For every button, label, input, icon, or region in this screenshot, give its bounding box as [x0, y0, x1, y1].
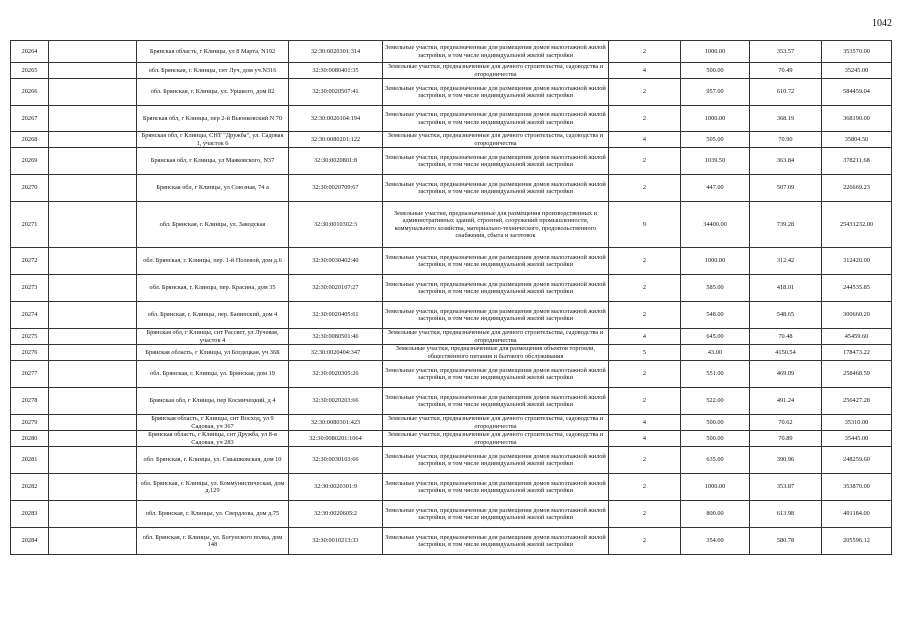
cadastral-number-cell: 32:30:0020104:194: [289, 106, 383, 132]
cadastral-number-cell: 32:30:0020301:9: [289, 474, 383, 501]
table-row: [11, 329, 892, 345]
table-row: [11, 202, 892, 248]
use-group-cell: 4: [609, 415, 681, 431]
cadastral-value-cell: 35245.00: [822, 63, 892, 79]
area-cell: 500.00: [681, 63, 750, 79]
row-number-cell: 20270: [11, 175, 49, 202]
cadastral-number-cell: 32:30:0080501:46: [289, 329, 383, 345]
cadastral-number-cell: 32:30:0020107:27: [289, 275, 383, 302]
cadastral-number-cell: 32:30:0020203:66: [289, 388, 383, 415]
area-cell: 645.00: [681, 329, 750, 345]
specific-value-cell: 580.78: [750, 528, 822, 555]
table-row: [11, 302, 892, 329]
permitted-use-cell: Земельные участки, предназначенные для размещения домов малоэтажной жилой застройки, в том числе индивидуальной жилой застройки: [383, 248, 609, 275]
use-group-cell: 2: [609, 106, 681, 132]
empty-cell: [49, 431, 137, 447]
address-cell: обл. Брянская, г. Клинцы, пер. 1-й Полевой, дом д.6: [137, 248, 289, 275]
row-number-cell: 20280: [11, 431, 49, 447]
cadastral-value-cell: 312420.00: [822, 248, 892, 275]
cadastral-value-cell: 258468.59: [822, 361, 892, 388]
address-cell: обл. Брянская, г. Клинцы, ул. Брянская, дом 19: [137, 361, 289, 388]
address-cell: Брянская область, г Клинцы, ул 8 Марта, N192: [137, 41, 289, 63]
area-cell: 957.00: [681, 79, 750, 106]
area-cell: 1039.50: [681, 148, 750, 175]
area-cell: 551.00: [681, 361, 750, 388]
empty-cell: [49, 275, 137, 302]
permitted-use-cell: Земельные участки, предназначенные для дачного строительства, садоводства и огородничества: [383, 132, 609, 148]
area-cell: 522.00: [681, 388, 750, 415]
cadastral-value-cell: 45459.60: [822, 329, 892, 345]
permitted-use-cell: Земельные участки, предназначенные для размещения домов малоэтажной жилой застройки, в том числе индивидуальной жилой застройки: [383, 302, 609, 329]
table-row: [11, 79, 892, 106]
permitted-use-cell: Земельные участки, предназначенные для дачного строительства, садоводства и огородничества: [383, 63, 609, 79]
table-row: [11, 431, 892, 447]
permitted-use-cell: Земельные участки, предназначенные для размещения домов малоэтажной жилой застройки, в том числе индивидуальной жилой застройки: [383, 501, 609, 528]
table-row: [11, 415, 892, 431]
area-cell: 800.00: [681, 501, 750, 528]
use-group-cell: 2: [609, 41, 681, 63]
cadastral-number-cell: 32:30:0020305:26: [289, 361, 383, 388]
specific-value-cell: 491.24: [750, 388, 822, 415]
address-cell: обл. Брянская, г. Клинцы, ул. Богунского полка, дом 148: [137, 528, 289, 555]
cadastral-value-cell: 378211.68: [822, 148, 892, 175]
area-cell: 447.00: [681, 175, 750, 202]
cadastral-number-cell: 32:30:0030402:40: [289, 248, 383, 275]
specific-value-cell: 70.48: [750, 329, 822, 345]
cadastral-value-cell: 205596.12: [822, 528, 892, 555]
specific-value-cell: 363.84: [750, 148, 822, 175]
empty-cell: [49, 345, 137, 361]
address-cell: обл. Брянская, г. Клинцы, ул. Коммунистическая, дом д.129: [137, 474, 289, 501]
empty-cell: [49, 175, 137, 202]
cadastral-number-cell: 32:30:0020507:41: [289, 79, 383, 106]
address-cell: Брянская обл, г Клинцы, ул Союзная, 74 а: [137, 175, 289, 202]
cadastral-value-cell: 368190.00: [822, 106, 892, 132]
empty-cell: [49, 302, 137, 329]
use-group-cell: 9: [609, 202, 681, 248]
cadastral-value-cell: 244535.85: [822, 275, 892, 302]
row-number-cell: 20272: [11, 248, 49, 275]
permitted-use-cell: Земельные участки, предназначенные для размещения домов малоэтажной жилой застройки, в том числе индивидуальной жилой застройки: [383, 79, 609, 106]
area-cell: 635.00: [681, 447, 750, 474]
permitted-use-cell: Земельные участки, предназначенные для размещения домов малоэтажной жилой застройки, в том числе индивидуальной жилой застройки: [383, 361, 609, 388]
area-cell: 585.00: [681, 275, 750, 302]
permitted-use-cell: Земельные участки, предназначенные для размещения домов малоэтажной жилой застройки, в том числе индивидуальной жилой застройки: [383, 447, 609, 474]
cadastral-value-cell: 35445.00: [822, 431, 892, 447]
row-number-cell: 20267: [11, 106, 49, 132]
empty-cell: [49, 474, 137, 501]
specific-value-cell: 312.42: [750, 248, 822, 275]
table-row: [11, 361, 892, 388]
address-cell: обл. Брянская, г. Клинцы, ул. Уршкого, дом 82: [137, 79, 289, 106]
address-cell: обл. Брянская, г. Клинцы, ул. Заводская: [137, 202, 289, 248]
cadastral-value-cell: 178473.22: [822, 345, 892, 361]
row-number-cell: 20266: [11, 79, 49, 106]
cadastral-number-cell: 32:30:0020301:314: [289, 41, 383, 63]
empty-cell: [49, 132, 137, 148]
specific-value-cell: 610.72: [750, 79, 822, 106]
address-cell: Брянская область, г Клинцы, снт Восход, ул 9 Садовая, уч 367: [137, 415, 289, 431]
cadastral-value-cell: 35804.50: [822, 132, 892, 148]
empty-cell: [49, 79, 137, 106]
empty-cell: [49, 388, 137, 415]
use-group-cell: 4: [609, 431, 681, 447]
table-row: [11, 175, 892, 202]
row-number-cell: 20269: [11, 148, 49, 175]
empty-cell: [49, 148, 137, 175]
cadastral-number-cell: 32:30:0020404:347: [289, 345, 383, 361]
row-number-cell: 20271: [11, 202, 49, 248]
table-row: [11, 148, 892, 175]
use-group-cell: 2: [609, 528, 681, 555]
specific-value-cell: 70.89: [750, 431, 822, 447]
cadastral-value-cell: 300660.20: [822, 302, 892, 329]
permitted-use-cell: Земельные участки, предназначенные для размещения домов малоэтажной жилой застройки, в том числе индивидуальной жилой застройки: [383, 148, 609, 175]
empty-cell: [49, 202, 137, 248]
address-cell: Брянская область, г Клинцы, ул Богдецкая, уч 36Б: [137, 345, 289, 361]
cadastral-number-cell: 32:30:0080201:1064: [289, 431, 383, 447]
permitted-use-cell: Земельные участки, предназначенные для размещения домов малоэтажной жилой застройки, в том числе индивидуальной жилой застройки: [383, 41, 609, 63]
row-number-cell: 20268: [11, 132, 49, 148]
cadastral-value-cell: 248259.60: [822, 447, 892, 474]
cadastral-number-cell: 32:30:0080401:35: [289, 63, 383, 79]
table-row: [11, 132, 892, 148]
cadastral-value-cell: 584459.04: [822, 79, 892, 106]
permitted-use-cell: Земельные участки, предназначенные для дачного строительства, садоводства и огородничества: [383, 431, 609, 447]
table-row: [11, 63, 892, 79]
table-row: [11, 528, 892, 555]
empty-cell: [49, 501, 137, 528]
empty-cell: [49, 528, 137, 555]
specific-value-cell: 613.98: [750, 501, 822, 528]
cadastral-number-cell: 32:30:0010213:33: [289, 528, 383, 555]
table-row: [11, 106, 892, 132]
cadastral-number-cell: 32:30:0020605:2: [289, 501, 383, 528]
cadastral-value-cell: 353570.00: [822, 41, 892, 63]
specific-value-cell: 353.57: [750, 41, 822, 63]
cadastral-number-cell: 32:30:0080301:423: [289, 415, 383, 431]
permitted-use-cell: Земельные участки, предназначенные для дачного строительства, садоводства и огородничества: [383, 329, 609, 345]
empty-cell: [49, 415, 137, 431]
cadastral-number-cell: 32:30:0080201:122: [289, 132, 383, 148]
specific-value-cell: 70.90: [750, 132, 822, 148]
cadastral-value-cell: 491184.00: [822, 501, 892, 528]
area-cell: 1000.00: [681, 106, 750, 132]
permitted-use-cell: Земельные участки, предназначенные для дачного строительства, садоводства и огородничества: [383, 415, 609, 431]
row-number-cell: 20281: [11, 447, 49, 474]
area-cell: 548.00: [681, 302, 750, 329]
row-number-cell: 20284: [11, 528, 49, 555]
cadastral-value-cell: 256427.28: [822, 388, 892, 415]
cadastral-number-cell: 32:30:0020405:61: [289, 302, 383, 329]
area-cell: 43.00: [681, 345, 750, 361]
specific-value-cell: 739.28: [750, 202, 822, 248]
cadastral-value-cell: 25431232.00: [822, 202, 892, 248]
permitted-use-cell: Земельные участки, предназначенные для размещения домов малоэтажной жилой застройки, в том числе индивидуальной жилой застройки: [383, 275, 609, 302]
cadastral-number-cell: 32:30:0030103:66: [289, 447, 383, 474]
use-group-cell: 4: [609, 329, 681, 345]
cadastral-value-cell: 353870.00: [822, 474, 892, 501]
use-group-cell: 2: [609, 275, 681, 302]
address-cell: обл. Брянская, г. Клинцы, ул. Смышковская, дом 10: [137, 447, 289, 474]
cadastral-value-cell: 226669.23: [822, 175, 892, 202]
address-cell: обл. Брянская, г. Клинцы, пер. Красина, дом 35: [137, 275, 289, 302]
use-group-cell: 2: [609, 361, 681, 388]
specific-value-cell: 353.87: [750, 474, 822, 501]
use-group-cell: 2: [609, 302, 681, 329]
permitted-use-cell: Земельные участки, предназначенные для размещения производственных и административных зданий, строений, сооружений промышленности, коммунального хозяйства, материально-технического, продовольственного снабжения, сбыта и заготовок: [383, 202, 609, 248]
area-cell: 34400.00: [681, 202, 750, 248]
use-group-cell: 2: [609, 175, 681, 202]
table-row: [11, 447, 892, 474]
use-group-cell: 2: [609, 248, 681, 275]
area-cell: 354.00: [681, 528, 750, 555]
area-cell: 1000.00: [681, 248, 750, 275]
table-row: [11, 275, 892, 302]
address-cell: Брянская обл, г Клинцы, ул Маяковского, N37: [137, 148, 289, 175]
table-row: [11, 248, 892, 275]
permitted-use-cell: Земельные участки, предназначенные для размещения домов малоэтажной жилой застройки, в том числе индивидуальной жилой застройки: [383, 106, 609, 132]
address-cell: Брянская обл, г Клинцы, СНТ "Дружба", ул. Садовая 1, участок 6: [137, 132, 289, 148]
specific-value-cell: 4150.54: [750, 345, 822, 361]
empty-cell: [49, 63, 137, 79]
empty-cell: [49, 41, 137, 63]
address-cell: обл. Брянская, г. Клинцы, снт Луч, дом уч.N316: [137, 63, 289, 79]
area-cell: 500.00: [681, 431, 750, 447]
permitted-use-cell: Земельные участки, предназначенные для размещения домов малоэтажной жилой застройки, в том числе индивидуальной жилой застройки: [383, 528, 609, 555]
cadastral-number-cell: 32:30:0020801:8: [289, 148, 383, 175]
permitted-use-cell: Земельные участки, предназначенные для размещения домов малоэтажной жилой застройки, в том числе индивидуальной жилой застройки: [383, 388, 609, 415]
use-group-cell: 2: [609, 148, 681, 175]
empty-cell: [49, 106, 137, 132]
row-number-cell: 20283: [11, 501, 49, 528]
page-number: 1042: [872, 18, 892, 29]
row-number-cell: 20276: [11, 345, 49, 361]
cadastral-value-cell: 35310.00: [822, 415, 892, 431]
permitted-use-cell: Земельные участки, предназначенные для размещения объектов торговли, общественного питания и бытового обслуживания: [383, 345, 609, 361]
specific-value-cell: 368.19: [750, 106, 822, 132]
specific-value-cell: 418.01: [750, 275, 822, 302]
use-group-cell: 5: [609, 345, 681, 361]
use-group-cell: 2: [609, 501, 681, 528]
cadastral-number-cell: 32:30:0020709:67: [289, 175, 383, 202]
empty-cell: [49, 447, 137, 474]
row-number-cell: 20282: [11, 474, 49, 501]
row-number-cell: 20279: [11, 415, 49, 431]
row-number-cell: 20275: [11, 329, 49, 345]
specific-value-cell: 390.96: [750, 447, 822, 474]
address-cell: Брянская обл, г Клинцы, снт Рассвет, ул Лучевая, участок 4: [137, 329, 289, 345]
area-cell: 505.00: [681, 132, 750, 148]
use-group-cell: 2: [609, 474, 681, 501]
specific-value-cell: 70.62: [750, 415, 822, 431]
address-cell: обл. Брянская, г. Клинцы, пер. Банинский, дом 4: [137, 302, 289, 329]
land-plots-table: [10, 40, 892, 555]
row-number-cell: 20274: [11, 302, 49, 329]
empty-cell: [49, 329, 137, 345]
specific-value-cell: 70.49: [750, 63, 822, 79]
specific-value-cell: 548.65: [750, 302, 822, 329]
use-group-cell: 2: [609, 79, 681, 106]
permitted-use-cell: Земельные участки, предназначенные для размещения домов малоэтажной жилой застройки, в том числе индивидуальной жилой застройки: [383, 175, 609, 202]
area-cell: 500.00: [681, 415, 750, 431]
address-cell: Брянская обл, г Клинцы, пер Космичецкий, д 4: [137, 388, 289, 415]
empty-cell: [49, 248, 137, 275]
row-number-cell: 20265: [11, 63, 49, 79]
specific-value-cell: 469.09: [750, 361, 822, 388]
table-row: [11, 345, 892, 361]
table-row: [11, 474, 892, 501]
use-group-cell: 2: [609, 447, 681, 474]
use-group-cell: 4: [609, 132, 681, 148]
row-number-cell: 20277: [11, 361, 49, 388]
table-row: [11, 388, 892, 415]
table-row: [11, 41, 892, 63]
empty-cell: [49, 361, 137, 388]
address-cell: обл. Брянская, г. Клинцы, ул. Свердлова, дом д.75: [137, 501, 289, 528]
row-number-cell: 20273: [11, 275, 49, 302]
address-cell: Брянская обл, г Клинцы, пер 2-й Вьюнковский N 70: [137, 106, 289, 132]
row-number-cell: 20264: [11, 41, 49, 63]
use-group-cell: 2: [609, 388, 681, 415]
table-row: [11, 501, 892, 528]
permitted-use-cell: Земельные участки, предназначенные для размещения домов малоэтажной жилой застройки, в том числе индивидуальной жилой застройки: [383, 474, 609, 501]
cadastral-number-cell: 32:30:0010302:3: [289, 202, 383, 248]
area-cell: 1000.00: [681, 474, 750, 501]
area-cell: 1000.00: [681, 41, 750, 63]
use-group-cell: 4: [609, 63, 681, 79]
address-cell: Брянская область, г Клинцы, снт Дружба, ул 8-я Садовая, уч 283: [137, 431, 289, 447]
row-number-cell: 20278: [11, 388, 49, 415]
specific-value-cell: 507.09: [750, 175, 822, 202]
